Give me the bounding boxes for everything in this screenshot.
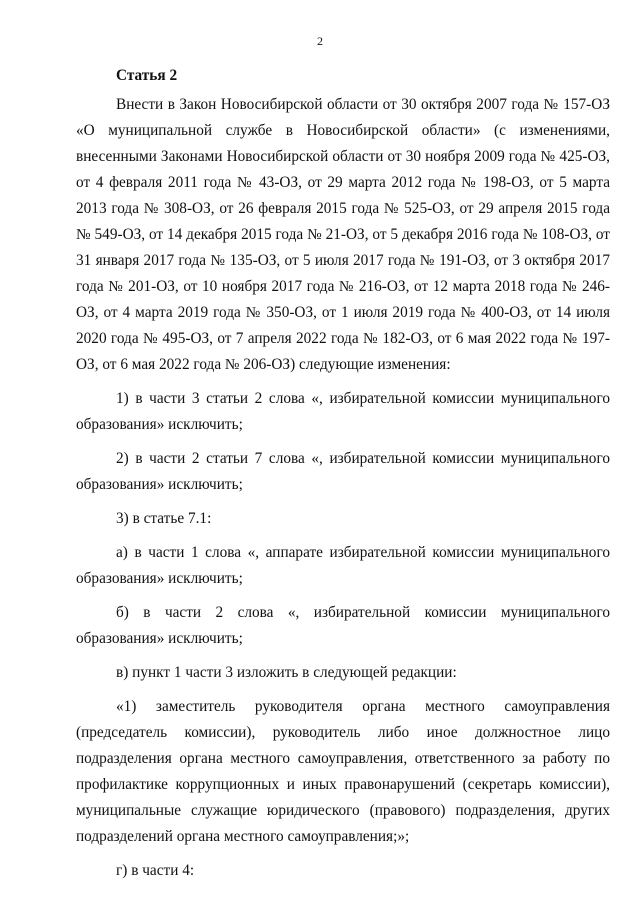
paragraph-item-3g: г) в части 4: — [116, 862, 195, 879]
paragraph-item-2: 2) в части 2 статьи 7 слова «, избирательной комиссии муниципального образования» исключить; — [76, 450, 610, 493]
document-body — [76, 64, 610, 892]
paragraph-item-3b: б) в части 2 слова «, избирательной комиссии муниципального образования» исключить; — [76, 604, 610, 647]
page-number: 2 — [317, 34, 323, 48]
paragraph-item-3a: а) в части 1 слова «, аппарате избирательной комиссии муниципального образования» исключить; — [76, 544, 610, 587]
paragraph-item-3v: в) пункт 1 части 3 изложить в следующей редакции: — [116, 664, 457, 681]
paragraph-quoted-point-1: «1) заместитель руководителя органа местного самоуправления (председатель комиссии), руководитель либо иное должностное лицо подразделения органа местного самоуправления, ответственного за работу по профилактике коррупционных и иных правонарушений (секретарь комиссии), муниципальные служащие юридического (правового) подразделения, других подразделений органа местного самоуправления;»; — [76, 698, 610, 845]
paragraph-item-3: 3) в статье 7.1: — [116, 510, 212, 527]
article-heading: Статья 2 — [116, 67, 178, 84]
paragraph-item-1: 1) в части 3 статьи 2 слова «, избирательной комиссии муниципального образования» исключить; — [76, 390, 610, 433]
paragraph-intro: Внести в Закон Новосибирской области от 30 октября 2007 года № 157-ОЗ «О муниципальной службе в Новосибирской области» (с изменениями, внесенными Законами Новосибирской области от 30 ноября 2009 года № 425-ОЗ, от 4 февраля 2011 года № 43-ОЗ, от 29 марта 2012 года № 198-ОЗ, от 5 марта 2013 года № 308-ОЗ, от 26 февраля 2015 года № 525-ОЗ, от 29 апреля 2015 года № 549-ОЗ, от 14 декабря 2015 года № 21-ОЗ, от 5 декабря 2016 года № 108-ОЗ, от 31 января 2017 года № 135-ОЗ, от 5 июля 2017 года № 191-ОЗ, от 3 октября 2017 года № 201-ОЗ, от 10 ноября 2017 года № 216-ОЗ, от 12 марта 2018 года № 246-ОЗ, от 4 марта 2019 года № 350-ОЗ, от 1 июля 2019 года № 400-ОЗ, от 14 июля 2020 года № 495-ОЗ, от 7 апреля 2022 года № 182-ОЗ, от 6 мая 2022 года № 197-ОЗ, от 6 мая 2022 года № 206-ОЗ) следующие изменения: — [76, 96, 610, 373]
